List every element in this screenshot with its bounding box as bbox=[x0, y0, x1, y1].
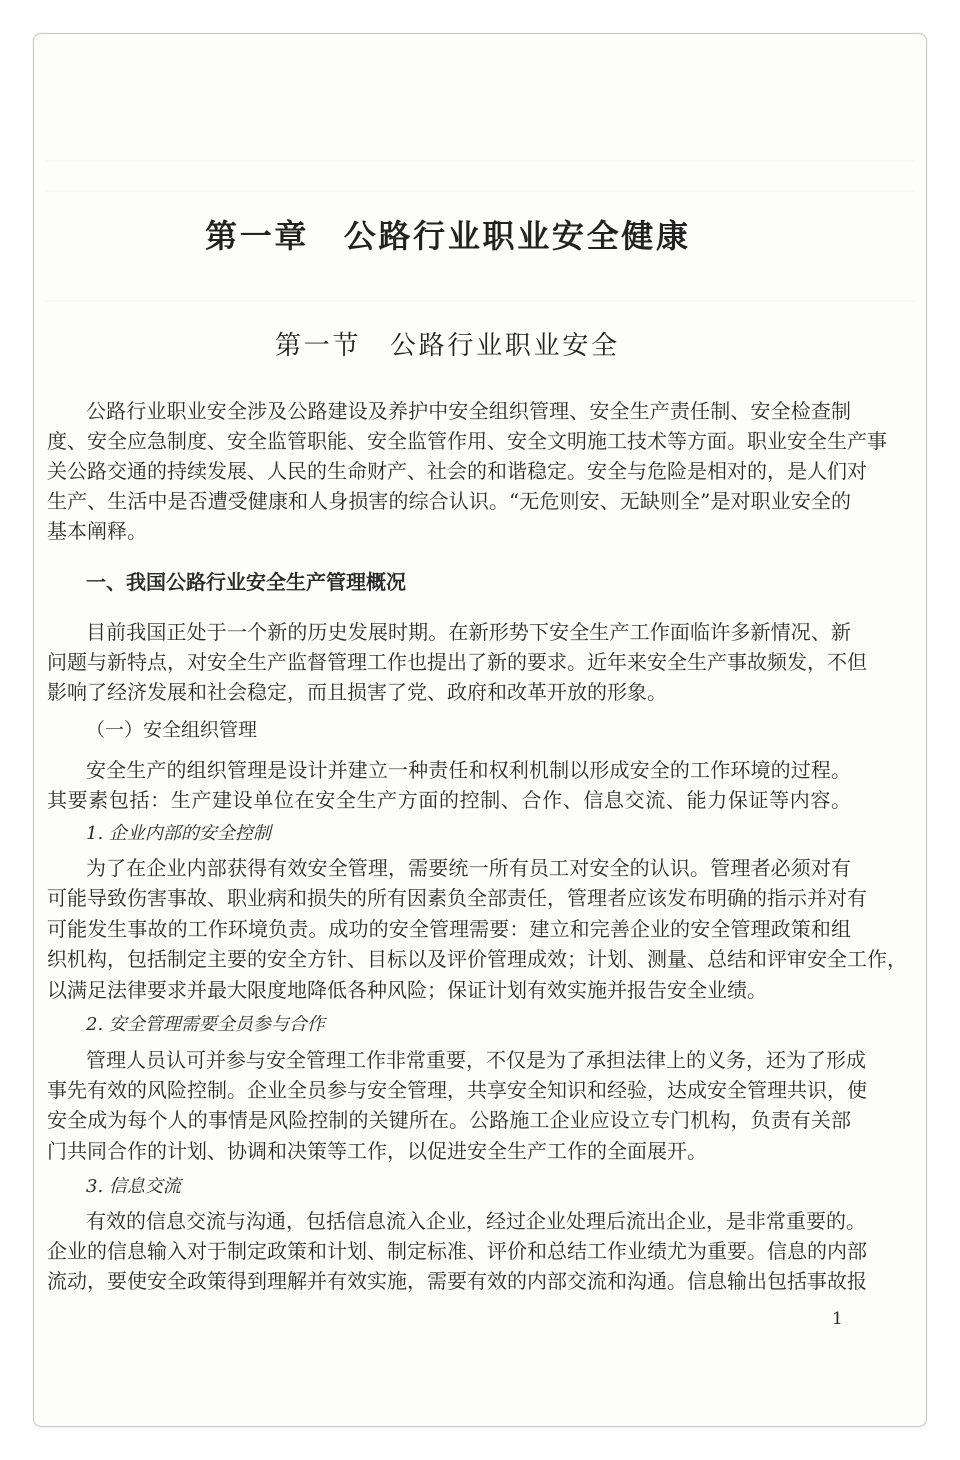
section-title: 第一节 公路行业职业安全 bbox=[275, 331, 617, 361]
paragraph-line: 可能发生事故的工作环境负责。成功的安全管理需要：建立和完善企业的安全管理政策和组 bbox=[47, 917, 851, 941]
paragraph-line: 目前我国正处于一个新的历史发展时期。在新形势下安全生产工作面临许多新情况、新 bbox=[86, 620, 851, 644]
paragraph-line: 影响了经济发展和社会稳定，而且损害了党、政府和改革开放的形象。 bbox=[47, 680, 667, 704]
bleed-through bbox=[45, 190, 915, 192]
paragraph-line: 其要素包括：生产建设单位在安全生产方面的控制、合作、信息交流、能力保证等内容。 bbox=[47, 788, 851, 812]
paragraph-line: 为了在企业内部获得有效安全管理，需要统一所有员工对安全的认识。管理者必须对有 bbox=[86, 856, 851, 880]
paragraph-line: 安全成为每个人的事情是风险控制的关键所在。公路施工企业应设立专门机构，负责有关部 bbox=[47, 1108, 851, 1132]
paragraph-line: 以满足法律要求并最大限度地降低各种风险；保证计划有效实施并报告安全业绩。 bbox=[47, 978, 767, 1002]
paragraph-line: 流动，要使安全政策得到理解并有效实施，需要有效的内部交流和沟通。信息输出包括事故报 bbox=[47, 1269, 867, 1293]
page-number: 1 bbox=[832, 1309, 843, 1329]
bleed-through bbox=[45, 300, 915, 302]
paragraph-line: 可能导致伤害事故、职业病和损失的所有因素负全部责任，管理者应该发布明确的指示并对有 bbox=[47, 886, 867, 910]
paragraph-line: 门共同合作的计划、协调和决策等工作，以促进安全生产工作的全面展开。 bbox=[47, 1139, 707, 1163]
paragraph-line: 管理人员认可并参与安全管理工作非常重要，不仅是为了承担法律上的义务，还为了形成 bbox=[86, 1048, 866, 1072]
item-heading-1: 1. 企业内部的安全控制 bbox=[86, 823, 271, 844]
paragraph-line: 有效的信息交流与沟通，包括信息流入企业，经过企业处理后流出企业，是非常重要的。 bbox=[86, 1209, 866, 1233]
heading-overview: 一、我国公路行业安全生产管理概况 bbox=[86, 570, 406, 594]
paragraph-line: 安全生产的组织管理是设计并建立一种责任和权利机制以形成安全的工作环境的过程。 bbox=[86, 758, 851, 782]
paragraph-line: 织机构，包括制定主要的安全方针、目标以及评价管理成效；计划、测量、总结和评审安全工作， bbox=[47, 947, 907, 971]
item-heading-3: 3. 信息交流 bbox=[86, 1176, 181, 1197]
subheading-org: （一）安全组织管理 bbox=[86, 719, 258, 741]
intro-line: 生产、生活中是否遭受健康和人身损害的综合认识。“无危则安、无缺则全”是对职业安全的 bbox=[47, 489, 851, 513]
paragraph-line: 事先有效的风险控制。企业全员参与安全管理，共享安全知识和经验，达成安全管理共识，使 bbox=[47, 1078, 867, 1102]
paragraph-line: 企业的信息输入对于制定政策和计划、制定标准、评价和总结工作业绩尤为重要。信息的内部 bbox=[47, 1239, 867, 1263]
item-heading-2: 2. 安全管理需要全员参与合作 bbox=[86, 1014, 325, 1035]
intro-line: 关公路交通的持续发展、人民的生命财产、社会的和谐稳定。安全与危险是相对的，是人们对 bbox=[47, 459, 867, 483]
bleed-through bbox=[45, 160, 915, 162]
chapter-title: 第一章 公路行业职业安全健康 bbox=[205, 217, 688, 255]
paragraph-line: 问题与新特点，对安全生产监督管理工作也提出了新的要求。近年来安全生产事故频发，不但 bbox=[47, 650, 867, 674]
intro-line: 公路行业职业安全涉及公路建设及养护中安全组织管理、安全生产责任制、安全检查制 bbox=[86, 399, 851, 423]
intro-line: 基本阐释。 bbox=[47, 519, 147, 543]
intro-line: 度、安全应急制度、安全监管职能、安全监管作用、安全文明施工技术等方面。职业安全生产事 bbox=[47, 429, 887, 453]
